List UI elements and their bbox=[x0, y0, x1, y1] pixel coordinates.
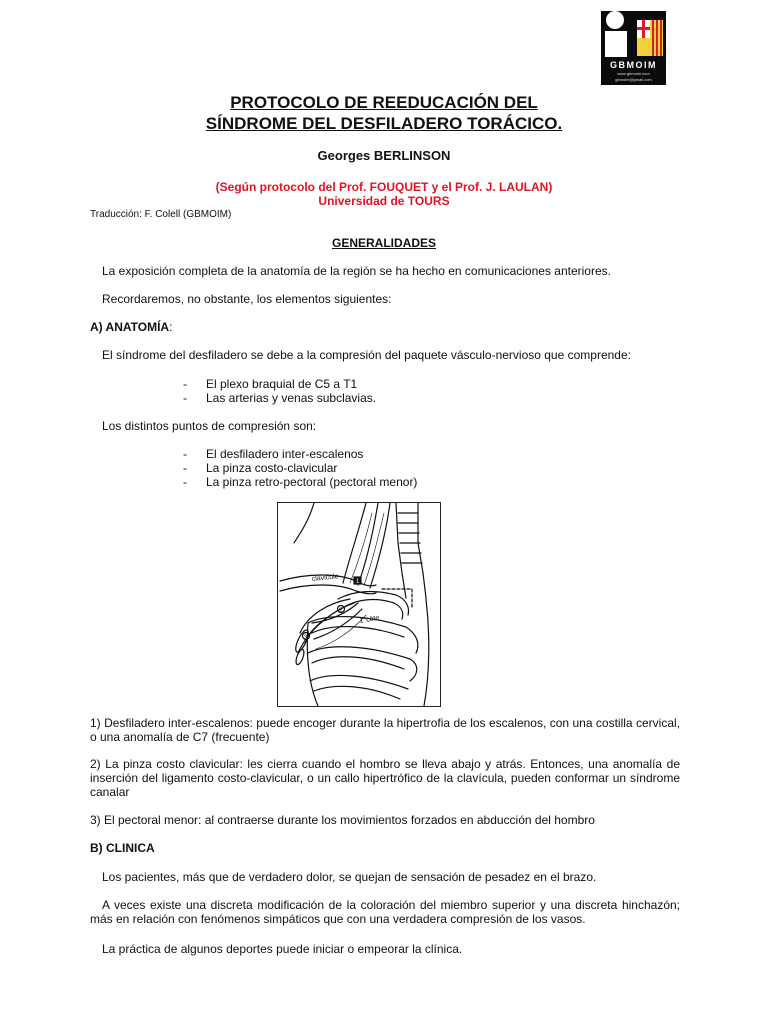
generalidades-paragraph-2: Recordaremos, no obstante, los elementos siguientes: bbox=[102, 292, 392, 306]
translation-credit: Traducción: F. Colell (GBMOIM) bbox=[90, 209, 232, 220]
list-item: - La pinza retro-pectoral (pectoral menor) bbox=[183, 475, 418, 489]
source-line-2: Universidad de TOURS bbox=[318, 194, 450, 208]
label-3: 3 bbox=[304, 635, 308, 641]
author: Georges BERLINSON bbox=[317, 148, 451, 163]
logo-website: www.gbmoim.com bbox=[617, 71, 650, 76]
thoracic-outlet-drawing bbox=[278, 503, 440, 706]
title-line-2: SÍNDROME DEL DESFILADERO TORÁCICO. bbox=[205, 114, 563, 133]
list-item: - Las arterias y venas subclavias. bbox=[183, 391, 377, 405]
list-item: - El plexo braquial de C5 a T1 bbox=[183, 377, 358, 391]
generalidades-paragraph-1: La exposición completa de la anatomía de la región se ha hecho en comunicaciones anteriores. bbox=[102, 264, 611, 278]
title-line-1: PROTOCOLO DE REEDUCACIÓN DEL bbox=[230, 93, 538, 112]
label-2: 2 bbox=[339, 608, 343, 614]
gbmoim-logo bbox=[601, 11, 666, 85]
label-clavicle: clavicule bbox=[311, 573, 339, 583]
anatomia-paragraph-1: El síndrome del desfiladero se debe a la compresión del paquete vásculo-nervioso que comprende: bbox=[102, 348, 631, 362]
list-item: - La pinza costo-clavicular bbox=[183, 461, 338, 475]
generalidades-heading: GENERALIDADES bbox=[331, 236, 436, 250]
label-1: 1 bbox=[356, 579, 360, 585]
clinica-paragraph-2: A veces existe una discreta modificación de la coloración del miembro superior y una discreta hinchazón; más en relación con fenómenos simpáticos que con una verdadera compresión de los vasos. bbox=[90, 898, 680, 926]
logo-text: GBMOIM bbox=[610, 60, 657, 70]
label-rib: 1°côte bbox=[359, 614, 380, 625]
anatomia-paragraph-2: Los distintos puntos de compresión son: bbox=[102, 419, 317, 433]
list-item: - El desfiladero inter-escalenos bbox=[183, 447, 364, 461]
point-1: 1) Desfiladero inter-escalenos: puede encoger durante la hipertrofia de los escalenos, con una costilla cervical, o una anomalía de C7 (frecuente) bbox=[90, 716, 680, 744]
point-2: 2) La pinza costo clavicular: les cierra cuando el hombro se lleva abajo y atrás. Entonces, una anomalía de inserción del ligamento costo-clavicular, o un callo hipertrófico de la clavícula, pueden conformar un síndrome canalar bbox=[90, 757, 680, 799]
barcelona-flag-icon bbox=[637, 20, 663, 56]
logo-email: gbmoim@gmail.com bbox=[615, 77, 652, 82]
anatomia-heading: A) ANATOMÍA: bbox=[90, 320, 173, 334]
clinica-heading: B) CLINICA bbox=[90, 841, 155, 855]
clinica-paragraph-1: Los pacientes, más que de verdadero dolor, se quejan de sensación de pesadez en el brazo. bbox=[102, 870, 597, 884]
source-line-1: (Según protocolo del Prof. FOUQUET y el Prof. J. LAULAN) bbox=[215, 180, 553, 194]
clinica-paragraph-3: La práctica de algunos deportes puede iniciar o empeorar la clínica. bbox=[102, 942, 463, 956]
point-3: 3) El pectoral menor: al contraerse durante los movimientos forzados en abducción del hombro bbox=[90, 813, 595, 827]
anatomy-figure bbox=[277, 502, 441, 707]
logo-figure-icon bbox=[606, 11, 624, 29]
